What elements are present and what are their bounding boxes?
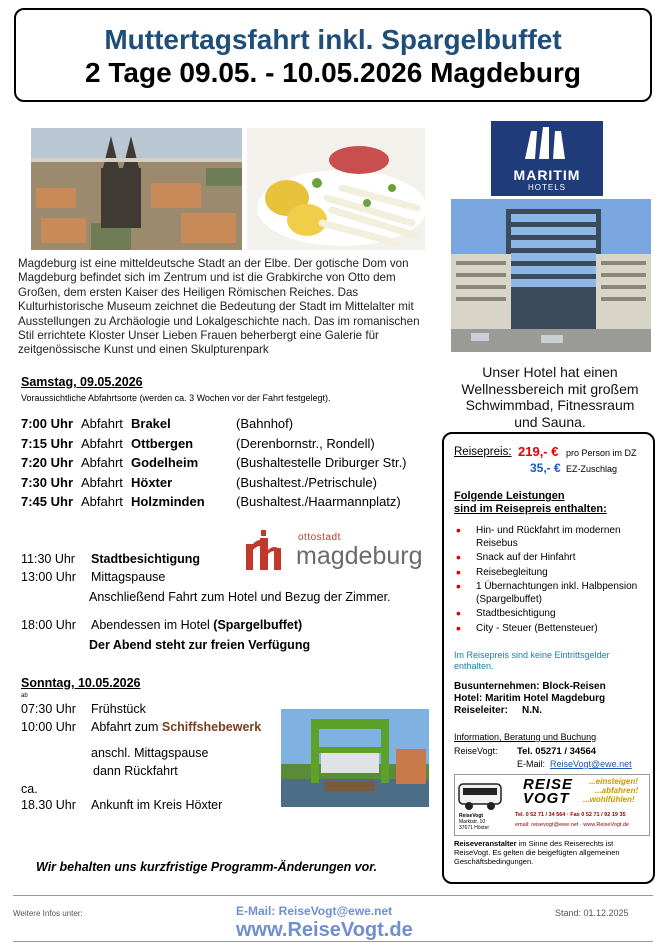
- price-dz: 219,- €: [518, 444, 559, 459]
- program-time: 13:00 Uhr: [21, 570, 76, 584]
- footer-stand: Stand: 01.12.2025: [555, 908, 629, 918]
- program-row: [89, 636, 310, 654]
- magdeburg-city-photo: [31, 128, 242, 250]
- sidebar-box: [442, 432, 655, 884]
- logo-slogan-3: ...wohlfühlen!: [583, 795, 635, 804]
- program-time: 11:30 Uhr: [21, 552, 75, 566]
- footer-divider-top: [13, 895, 653, 896]
- departure-row: [21, 414, 421, 434]
- contact-email[interactable]: ReiseVogt@ewe.net: [550, 759, 632, 769]
- service-item: • Stadtbesichtigung: [456, 608, 646, 621]
- departure-place: Holzminden: [131, 494, 205, 509]
- price-label: Reisepreis:: [454, 446, 512, 458]
- departure-label: Abfahrt: [81, 416, 123, 431]
- program-row: [21, 796, 223, 814]
- program-row: [91, 744, 208, 762]
- departure-row: [21, 492, 421, 512]
- departure-stop: (Derenbornstr., Rondell): [236, 435, 375, 451]
- program-row: [93, 762, 178, 780]
- services-heading-1: Folgende Leistungen: [454, 490, 565, 502]
- departure-place: Höxter: [131, 474, 173, 490]
- footer-more-info: Weitere Infos unter:: [13, 909, 83, 918]
- day2-program: [21, 700, 281, 815]
- program-text-bold: (Spargelbuffet): [213, 618, 303, 632]
- service-item: • 1 Übernachtungen inkl. Halbpension (Spargelbuffet): [456, 581, 646, 606]
- service-item: • Hin- und Rückfahrt im modernen Reisebus: [456, 525, 646, 550]
- logo-brand-2: VOGT: [523, 790, 570, 807]
- program-text-bold: Schiffshebewerk: [161, 720, 262, 734]
- program-time: 18.30 Uhr: [21, 798, 76, 812]
- hotel-caption: Unser Hotel hat einen Wellnessbereich mit großem Schwimmbad, Fitnessraum und Sauna.: [461, 364, 639, 430]
- program-row: [21, 550, 201, 568]
- program-text-wrap: [91, 718, 261, 736]
- contact-tel: Tel. 05271 / 34564: [517, 746, 597, 757]
- logo-contact-line: Tel. 0 52 71 / 34 564 · Fax 0 52 71 / 92 19 35: [515, 812, 626, 818]
- organizer-text: im Sinne des Reiserechts ist ReiseVogt. Es gelten die beigefügten allgemeinen Geschäftsbedingungen.: [454, 839, 620, 866]
- day1-note: Voraussichtliche Abfahrtsorte (werden ca. 3 Wochen vor der Fahrt festgelegt).: [21, 393, 331, 403]
- program-time: 18:00 Uhr: [21, 618, 76, 632]
- day1-program: [21, 550, 431, 660]
- contact-label: ReiseVogt:: [454, 746, 498, 756]
- departure-list: [21, 414, 421, 514]
- organizer-note: [454, 839, 650, 866]
- bus-icon: [457, 780, 503, 812]
- departure-place: Godelheim: [131, 455, 199, 470]
- day2-tiny-note: ab: [21, 693, 28, 699]
- footer-divider-bottom: [13, 941, 653, 942]
- day1-heading: Samstag, 09.05.2026: [21, 375, 143, 389]
- not-included-note: Im Reisepreis sind keine Eintrittsgelder enthalten.: [454, 650, 610, 671]
- logo-slogan-1: ...einsteigen!: [589, 777, 638, 786]
- service-item: • Reisebegleitung: [456, 567, 646, 580]
- ship-lift-photo: [281, 709, 429, 807]
- logo-web-line: email: reisevogt@ewe.net · www.ReiseVogt.de: [515, 822, 630, 828]
- program-text: dann Rückfahrt: [93, 764, 178, 778]
- logo-address-3: 37671 Höxter: [459, 825, 490, 831]
- info-heading: Information, Beratung und Buchung: [454, 732, 597, 742]
- logo-address-2: Marktstr. 10: [459, 819, 486, 825]
- program-text: Anschließend Fahrt zum Hotel und Bezug der Zimmer.: [89, 590, 391, 604]
- program-text: Mittagspause: [91, 570, 166, 584]
- guide-label: Reiseleiter:: [454, 705, 508, 716]
- departure-row: [21, 434, 421, 454]
- program-text-wrap: [91, 616, 302, 634]
- departure-time: 7:15 Uhr: [21, 435, 74, 451]
- organizer-bold: Reiseveranstalter: [454, 839, 517, 848]
- program-row: [21, 718, 262, 736]
- price-ez-text: EZ-Zuschlag: [566, 464, 618, 474]
- maritim-logo: [491, 121, 603, 196]
- departure-label: Abfahrt: [81, 474, 123, 490]
- logo-brand-1: REISE: [523, 776, 574, 793]
- program-row: [21, 616, 303, 634]
- departure-time: 7:45 Uhr: [21, 494, 74, 509]
- departure-row: [21, 473, 421, 493]
- departure-time: 7:00 Uhr: [21, 416, 74, 431]
- program-text: Ankunft im Kreis Höxter: [91, 798, 223, 812]
- program-text: Abendessen im Hotel: [91, 618, 214, 632]
- maritim-logo-sub: HOTELS: [527, 183, 566, 192]
- ottostadt-logo-main: magdeburg: [296, 542, 423, 570]
- program-row: [89, 588, 391, 606]
- disclaimer: Wir behalten uns kurzfristige Programm-Änderungen vor.: [36, 860, 377, 874]
- service-item: • Snack auf der Hinfahrt: [456, 552, 646, 565]
- departure-label: Abfahrt: [81, 455, 123, 470]
- departure-stop: (Bahnhof): [236, 416, 294, 431]
- operator-line: Busunternehmen: Block-Reisen: [454, 681, 606, 692]
- program-text: Stadtbesichtigung: [91, 552, 201, 566]
- departure-time: 7:30 Uhr: [21, 474, 74, 490]
- hotel-building-photo: [451, 199, 651, 352]
- services-heading-2: sind im Reisepreis enthalten:: [454, 503, 607, 515]
- program-text: anschl. Mittagspause: [91, 746, 209, 760]
- maritim-sails-icon: [491, 121, 603, 169]
- departure-stop: (Bushaltest./Petrischule): [236, 474, 377, 490]
- program-text: Frühstück: [91, 702, 146, 716]
- program-time: ca.: [21, 782, 38, 796]
- price-ez: 35,- €: [530, 461, 561, 475]
- services-list: [456, 525, 646, 637]
- contact-email-label: E-Mail:: [517, 759, 546, 769]
- intro-text: Magdeburg ist eine mitteldeutsche Stadt an der Elbe. Der gotische Dom von Magdeburg befindet sich im Zentrum und ist die Grabkirche von Otto dem Großen, dem ersten Kaiser des Heiligen Römischen Reiches. Das Kulturhistorische Museum zeichnet die Bedeutung der Stadt im Mittelalter mit Ausstellungen zu Archäologie und Lokalgeschichte nach. Das im romanischen Stil errichtete Kloster Unser Lieben Frauen beherbergt eine Galerie für zeitgenössische Kunst und einen Skulpturenpark: [18, 257, 420, 357]
- program-time: 10:00 Uhr: [21, 720, 76, 734]
- program-text: Der Abend steht zur freien Verfügung: [89, 638, 311, 652]
- title-line-1: Muttertagsfahrt inkl. Spargelbuffet: [104, 24, 562, 55]
- program-text: Abfahrt zum: [91, 720, 162, 734]
- title-box: [14, 8, 652, 102]
- departure-place: Brakel: [131, 416, 171, 431]
- reisevogt-logo: [454, 774, 650, 836]
- program-row: [21, 568, 166, 586]
- footer-email[interactable]: E-Mail: ReiseVogt@ewe.net: [236, 904, 393, 918]
- departure-label: Abfahrt: [81, 435, 123, 451]
- service-item: • City - Steuer (Bettensteuer): [456, 623, 646, 636]
- footer-website[interactable]: www.ReiseVogt.de: [236, 919, 413, 941]
- departure-place: Ottbergen: [131, 435, 194, 451]
- departure-stop: (Bushaltest./Haarmannplatz): [236, 494, 401, 509]
- logo-slogan-2: ...abfahren!: [595, 786, 639, 795]
- departure-time: 7:20 Uhr: [21, 455, 74, 470]
- program-time: 07:30 Uhr: [21, 702, 76, 716]
- title-line-2: 2 Tage 09.05. - 10.05.2026 Magdeburg: [85, 57, 581, 88]
- guide-value: N.N.: [522, 705, 542, 716]
- departure-label: Abfahrt: [81, 494, 123, 509]
- ottostadt-logo-top: ottostadt: [298, 532, 341, 543]
- logo-address-1: ReiseVogt: [459, 813, 484, 819]
- departure-stop: (Bushaltestelle Driburger Str.): [236, 455, 407, 470]
- day2-heading: Sonntag, 10.05.2026: [21, 676, 141, 690]
- program-row: [21, 700, 146, 718]
- maritim-logo-name: MARITIM: [513, 167, 581, 183]
- hotel-line: Hotel: Maritim Hotel Magdeburg: [454, 693, 606, 704]
- price-dz-text: pro Person im DZ: [566, 448, 637, 458]
- departure-row: [21, 453, 421, 473]
- asparagus-dish-photo: [247, 128, 425, 250]
